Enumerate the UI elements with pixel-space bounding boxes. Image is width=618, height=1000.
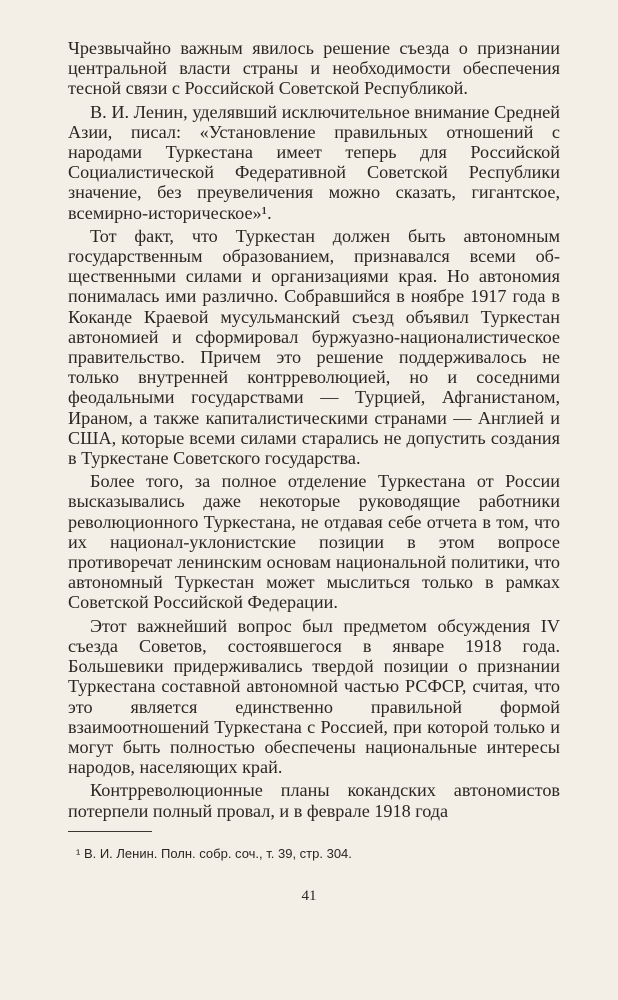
page-number: 41 (301, 888, 317, 904)
paragraph-5: Этот важнейший вопрос был предметом обсуждения IV съезда Советов, состоявшегося в январе 1918 года. Большевики придерживались твердой позиции о признании Туркестана составной автономной частью РСФСР, считая, что это является единственно правильной формой взаимоотношений Туркестана с Россией, при которой только и могут быть полностью обеспечены национальные интересы народов, населяющих край. (68, 615, 560, 778)
paragraph-4: Более того, за полное отделение Туркестана от России высказывались даже некоторые руководящие работники революционного Туркестана, не отдавая себе отчета в том, что их национал-уклонистские позиции в этом вопросе противоречат ленинским основам национальной политики, что автономный Туркестан может мыслиться только в рамках Советской Российской Федерации. (68, 471, 560, 613)
paragraph-3: Тот факт, что Туркестан должен быть автономным государственным образованием, признавался всеми общественными силами и организациями края. Но автономия понималась ими различно. Собравшийся в ноябре 1917 года в Коканде Краевой мусульманский съезд объявил Туркестан автономией и сформировал буржуазно-националистическое правительство. Причем это решение поддерживалось не только внутренней контрреволюцией, но и соседними феодальными государствами — Турцией, Афганистаном, Ираном, а также капиталистическими странами — Англией и США, которые всеми силами старались не допустить создания в Туркестане Советского государства. (68, 225, 560, 469)
page-body (68, 38, 560, 862)
paragraph-1: Чрезвычайно важным явилось решение съезда о признании центральной власти страны и необходимости обеспечения тесной связи с Российской Советской Республикой. (68, 38, 560, 99)
footnote: ¹ В. И. Ленин. Полн. собр. соч., т. 39, стр. 304. (76, 845, 352, 861)
footnote-divider (68, 831, 152, 832)
paragraph-2: В. И. Ленин, уделявший исключительное внимание Средней Азии, писал: «Установление правильных отношений с народами Туркестана имеет теперь для Российской Социалистической Федеративной Советской Республики значение, без преувеличения можно сказать, гигантское, всемирно-историческое»¹. (68, 101, 560, 223)
paragraph-6: Контрреволюционные планы кокандских автономистов потерпели полный провал, и в феврале 1918 года (68, 780, 560, 821)
